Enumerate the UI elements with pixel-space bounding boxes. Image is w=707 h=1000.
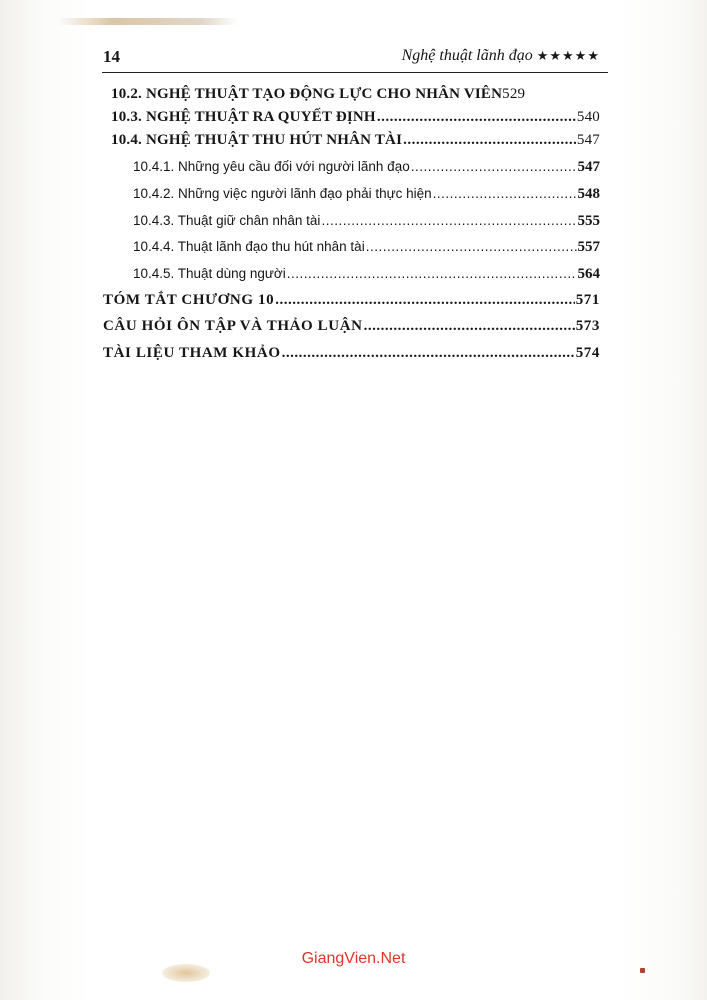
toc-leader: [287, 266, 577, 281]
toc-entry: [133, 213, 600, 230]
paper-mark: [640, 968, 645, 973]
toc-entry-label: 10.4.5. Thuật dùng người: [133, 266, 286, 281]
toc-entry-page: 529: [502, 86, 526, 102]
toc-entry-label: 10.4.1. Những yêu cầu đối với người lãnh đạo: [133, 159, 410, 174]
toc-entry: [133, 239, 600, 256]
toc-leader: [433, 186, 577, 201]
book-title: Nghệ thuật lãnh đạo: [401, 47, 533, 64]
paper-smudge: [58, 18, 238, 25]
page-number: 14: [103, 47, 120, 66]
toc-entry-page: 557: [577, 239, 600, 255]
toc-entry-label: 10.4.2. Những việc người lãnh đạo phải thực hiện: [133, 186, 432, 201]
toc-leader: [411, 159, 577, 174]
toc-leader: [403, 132, 576, 149]
toc-entry-page: 564: [577, 266, 600, 282]
toc-entry: [103, 292, 600, 309]
toc-entry-label: 10.4.4. Thuật lãnh đạo thu hút nhân tài: [133, 239, 365, 254]
toc-entry-label: TÓM TẮT CHƯƠNG 10: [103, 292, 275, 308]
toc-leader: [366, 239, 577, 254]
header-rule: [102, 72, 608, 73]
toc-entry-label: TÀI LIỆU THAM KHẢO: [103, 345, 281, 361]
toc-entry-page: 573: [575, 318, 600, 334]
toc-entry-page: 540: [576, 109, 600, 125]
toc-leader: [321, 213, 576, 228]
toc-leader: [282, 345, 575, 362]
toc-entry-label: 10.4.3. Thuật giữ chân nhân tài: [133, 213, 321, 228]
toc-entry: [133, 159, 600, 176]
toc-entry-page: 547: [576, 132, 600, 148]
toc-entry: [103, 345, 600, 362]
watermark-text: GiangVien.Net: [301, 950, 406, 967]
toc-entry: [111, 132, 600, 149]
toc-leader: [364, 318, 575, 335]
toc-entry-page: 574: [575, 345, 600, 361]
toc-entry-page: 555: [577, 213, 600, 229]
toc-entry: [133, 266, 600, 283]
toc-leader: [377, 109, 576, 126]
toc-entry-label: 10.4. NGHỆ THUẬT THU HÚT NHÂN TÀI: [111, 132, 403, 148]
stars-icon: ★★★★★: [536, 48, 600, 63]
toc-entry-page: 547: [577, 159, 600, 175]
toc-entry: [111, 86, 600, 103]
toc-entry: [111, 109, 600, 126]
toc-entry: [133, 186, 600, 203]
toc-entry: [103, 318, 600, 335]
toc-entry-page: 548: [577, 186, 600, 202]
running-title: [402, 47, 600, 65]
toc-entry-label: 10.3. NGHỆ THUẬT RA QUYẾT ĐỊNH: [111, 109, 376, 125]
toc-entry-label: CÂU HỎI ÔN TẬP VÀ THẢO LUẬN: [103, 318, 363, 334]
toc-entry-page: 571: [575, 292, 600, 308]
toc-leader: [275, 292, 575, 309]
toc-entry-label: 10.2. NGHỆ THUẬT TẠO ĐỘNG LỰC CHO NHÂN VIÊN: [111, 86, 503, 102]
